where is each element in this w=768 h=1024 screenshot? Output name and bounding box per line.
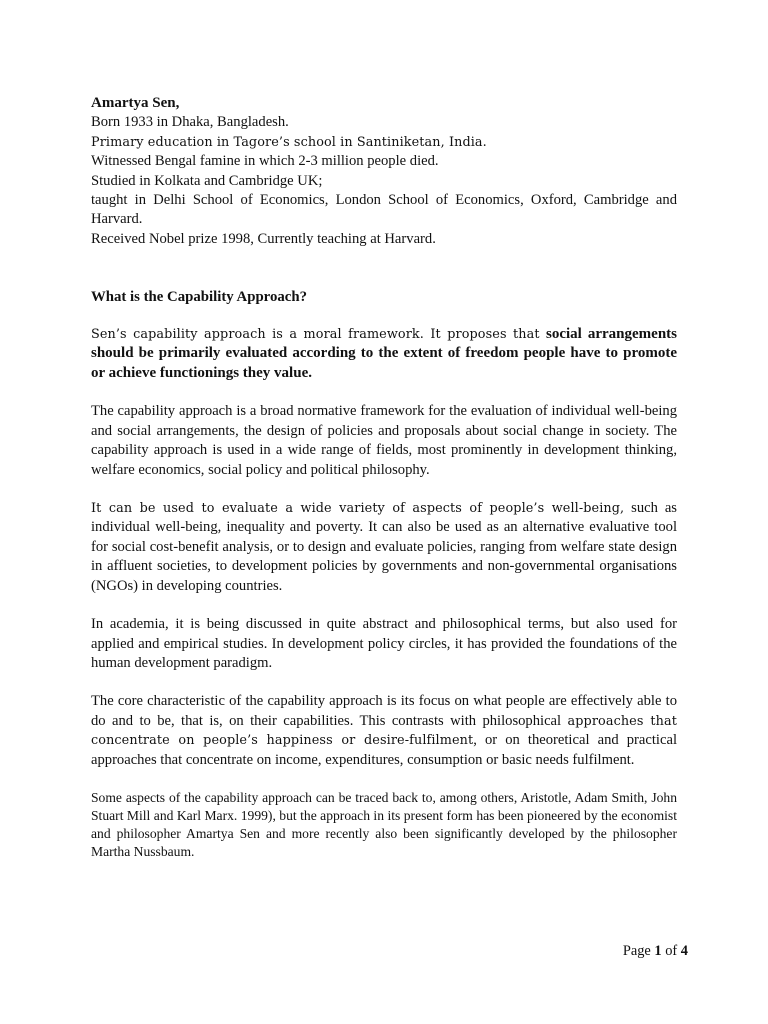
paragraph-core-characteristic [91,692,677,770]
author-name: Amartya Sen, [91,95,180,111]
paragraph-definition [91,325,677,384]
author-line-famine: Witnessed Bengal famine in which 2-3 million people died. [91,153,439,170]
paragraph-uses-lead: It can be used to evaluate a wide variety of aspects of people’s well-being, [91,501,625,517]
page-label: Page [622,943,655,959]
paragraph-core-rest: , or on theoretical and practical approaches that concentrate on income, expenditures, consumption or basic needs fulfilment. [91,732,677,768]
page-content [91,94,677,861]
author-line-nobel: Received Nobel prize 1998, Currently teaching at Harvard. [91,230,436,247]
page-footer [598,942,688,961]
page-total-number: 4 [680,943,688,959]
page-current-number: 1 [654,943,662,959]
paragraph-uses-rest: such as individual well-being, inequality and poverty. It can also be used as an alternative evaluative tool for social cost-benefit analysis, or to design and evaluate policies, ranging from welfare state design in affluent societies, to development policies by governments and non-governmental organisations (NGOs) in developing countries. [91,500,677,594]
author-info-block [91,94,677,249]
page-of-label: of [661,943,681,959]
paragraph-academia: In academia, it is being discussed in quite abstract and philosophical terms, but also used for applied and empirical studies. In development policy circles, it has provided the foundations of the human development paradigm. [91,616,677,671]
author-line-taught: taught in Delhi School of Economics, London School of Economics, Oxford, Cambridge and Harvard. [91,192,677,228]
paragraph-framework: The capability approach is a broad normative framework for the evaluation of individual well-being and social arrangements, the design of policies and proposals about social change in society. The capability approach is used in a wide range of fields, most prominently in development thinking, welfare economics, social policy and political philosophy. [91,403,677,478]
author-line-studied: Studied in Kolkata and Cambridge UK; [91,172,323,189]
paragraph-definition-bold: social arrangements should be primarily evaluated according to the extent of freedom people have to promote or achieve functionings they value. [91,325,677,381]
author-line-education: Primary education in Tagore’s school in Santiniketan, India. [91,134,487,150]
paragraph-core-alt: approaches that concentrate on people’s happiness or desire-fulfilment [91,713,677,749]
paragraph-core-lead: The core characteristic of the capability approach is its focus on what people are effectively able to do and to be, that is, on their capabilities. This contrasts with philosophical [91,693,677,729]
section-heading: What is the Capability Approach? [91,289,307,306]
paragraph-definition-lead: Sen’s capability approach is a moral framework. It proposes that [91,326,547,342]
paragraph-history: Some aspects of the capability approach can be traced back to, among others, Aristotle, Adam Smith, John Stuart Mill and Karl Marx. 1999), but the approach in its present form has been pioneered by the economist and philosopher Amartya Sen and more recently also been significantly developed by the philosopher Martha Nussbaum. [91,789,677,859]
paragraph-uses [91,499,677,596]
author-line-birth: Born 1933 in Dhaka, Bangladesh. [91,114,289,131]
